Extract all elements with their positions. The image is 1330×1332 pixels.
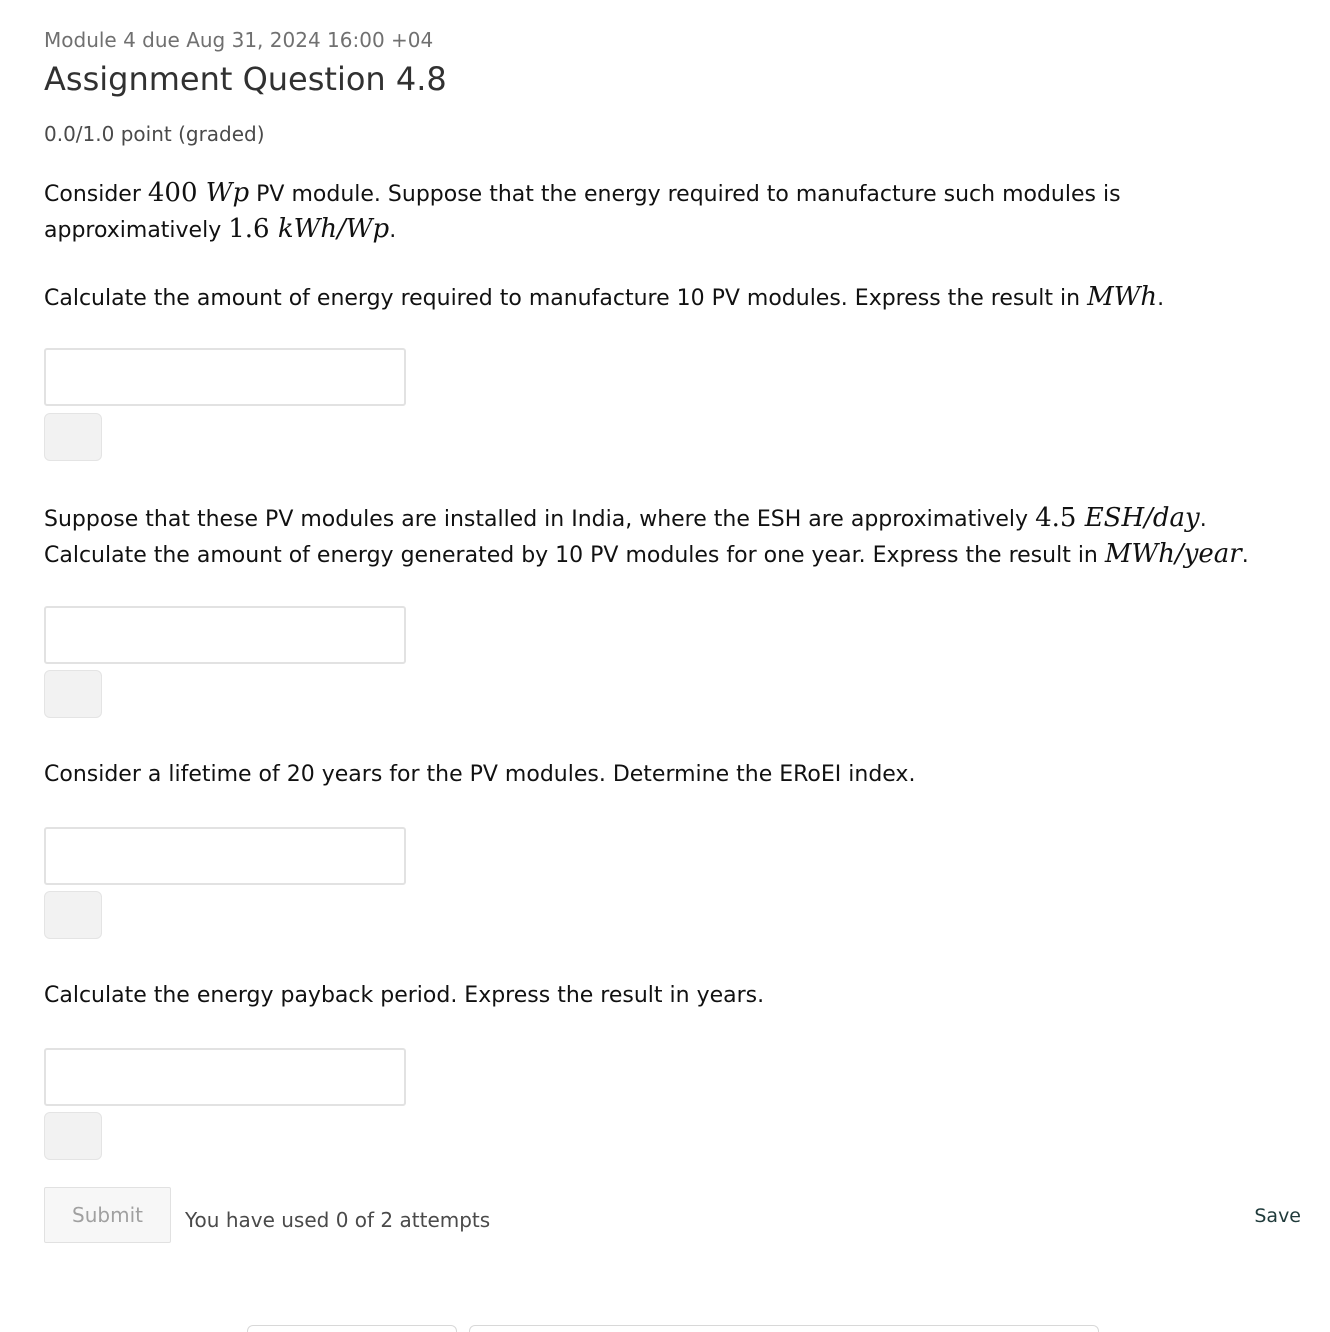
math-unit: MWh: [1087, 282, 1158, 312]
question-text: Suppose that these PV modules are installed in India, where the ESH are approximatively: [44, 507, 1036, 532]
intro-paragraph: [44, 176, 1121, 248]
save-button[interactable]: Save: [1254, 1205, 1301, 1227]
intro-line-2: [44, 212, 1121, 248]
math-unit: Wp: [205, 178, 250, 208]
attempts-counter: You have used 0 of 2 attempts: [185, 1208, 491, 1232]
question-text: .: [1199, 507, 1207, 532]
math-expression: [1035, 503, 1200, 533]
question-text: .: [1157, 286, 1165, 311]
answer-input-4[interactable]: [44, 1048, 406, 1106]
math-expression: [228, 214, 389, 244]
answer-input-1[interactable]: [44, 348, 406, 406]
due-date-meta: Module 4 due Aug 31, 2024 16:00 +04: [44, 28, 434, 52]
answer-status-indicator-4: [44, 1112, 102, 1160]
math-unit: ESH/day: [1084, 503, 1200, 533]
math-unit: MWh/year: [1104, 539, 1242, 569]
intro-text: .: [389, 218, 397, 243]
intro-text: approximatively: [44, 218, 229, 243]
math-number: 4.5: [1035, 503, 1077, 533]
question-text: Calculate the amount of energy generated by 10 PV modules for one year. Express the result in: [44, 543, 1105, 568]
intro-text: Consider: [44, 182, 148, 207]
math-number: 1.6: [228, 214, 270, 244]
question-1-text: [44, 280, 1164, 316]
answer-input-3[interactable]: [44, 827, 406, 885]
math-number: 400: [147, 178, 198, 208]
points-status: 0.0/1.0 point (graded): [44, 122, 265, 146]
question-3-text: Consider a lifetime of 20 years for the PV modules. Determine the ERoEI index.: [44, 762, 916, 787]
problem-title: Assignment Question 4.8: [44, 60, 447, 98]
answer-input-2[interactable]: [44, 606, 406, 664]
question-4-text: Calculate the energy payback period. Express the result in years.: [44, 983, 765, 1008]
intro-text: PV module. Suppose that the energy required to manufacture such modules is: [249, 182, 1121, 207]
question-2-text: [44, 501, 1249, 573]
answer-status-indicator-2: [44, 670, 102, 718]
question-2-line-2: [44, 537, 1249, 573]
bottom-nav-button-partial[interactable]: [469, 1325, 1099, 1332]
question-text: .: [1241, 543, 1249, 568]
question-2-line-1: [44, 501, 1249, 537]
math-unit: kWh/Wp: [277, 214, 390, 244]
answer-status-indicator-3: [44, 891, 102, 939]
question-text: Calculate the amount of energy required to manufacture 10 PV modules. Express the result in: [44, 286, 1088, 311]
answer-status-indicator-1: [44, 413, 102, 461]
intro-line-1: [44, 176, 1121, 212]
math-expression: [148, 178, 249, 208]
submit-button[interactable]: Submit: [44, 1187, 171, 1243]
bottom-nav-button-partial[interactable]: [247, 1325, 457, 1332]
